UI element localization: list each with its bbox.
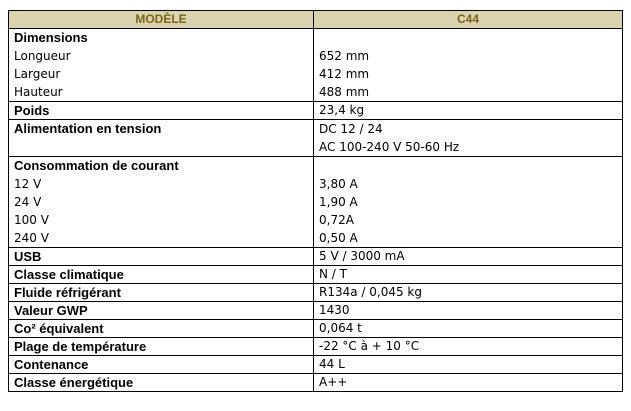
consommation-label: 100 V: [14, 213, 49, 227]
consommation-value: 3,80 A: [319, 177, 358, 191]
consommation-value: 0,50 A: [319, 231, 358, 245]
spec-value: -22 °C à + 10 °C: [314, 338, 623, 356]
poids-row: [9, 102, 623, 120]
consommation-row: [9, 157, 623, 248]
spec-label: Contenance: [9, 356, 314, 374]
dimension-value: 412 mm: [319, 67, 370, 81]
spec-row: [9, 248, 623, 266]
model-value: C44: [314, 11, 623, 29]
spec-label: Valeur GWP: [9, 302, 314, 320]
dimensions-labels: [9, 29, 314, 102]
spec-value: 44 L: [314, 356, 623, 374]
consommation-label: 12 V: [14, 177, 42, 191]
dimensions-spacer: [319, 29, 617, 47]
spec-row: [9, 266, 623, 284]
dimensions-values: [314, 29, 623, 102]
model-label: MODÈLE: [9, 11, 314, 29]
poids-label: Poids: [9, 102, 314, 120]
spec-label: Classe énergétique: [9, 374, 314, 392]
alimentation-value: DC 12 / 24: [319, 122, 383, 136]
spec-row: [9, 320, 623, 338]
consommation-label: 240 V: [14, 231, 49, 245]
dimension-value: 488 mm: [319, 85, 370, 99]
dimension-label: Hauteur: [14, 85, 63, 99]
spec-value: 0,064 t: [314, 320, 623, 338]
alimentation-values: [314, 120, 623, 157]
alimentation-label-cell: [9, 120, 314, 157]
dimensions-row: [9, 29, 623, 102]
alimentation-row: [9, 120, 623, 157]
dimensions-title: Dimensions: [14, 30, 88, 45]
consommation-labels: [9, 157, 314, 248]
dimension-label: Longueur: [14, 49, 71, 63]
spec-value: 5 V / 3000 mA: [314, 248, 623, 266]
consommation-value: 1,90 A: [319, 195, 358, 209]
spec-label: USB: [9, 248, 314, 266]
consommation-title: Consommation de courant: [14, 158, 179, 173]
poids-value: 23,4 kg: [314, 102, 623, 120]
spec-label: Plage de température: [9, 338, 314, 356]
spec-row: [9, 302, 623, 320]
dimension-value: 652 mm: [319, 49, 370, 63]
spec-label: Co² équivalent: [9, 320, 314, 338]
spec-value: R134a / 0,045 kg: [314, 284, 623, 302]
consommation-spacer: [319, 157, 617, 175]
spec-value: N / T: [314, 266, 623, 284]
alimentation-label: Alimentation en tension: [14, 121, 162, 136]
spec-table: [8, 10, 623, 392]
spec-value: 1430: [314, 302, 623, 320]
dimension-label: Largeur: [14, 67, 61, 81]
spec-value: A++: [314, 374, 623, 392]
consommation-values: [314, 157, 623, 248]
spec-row: [9, 356, 623, 374]
spec-row: [9, 284, 623, 302]
spec-label: Fluide réfrigérant: [9, 284, 314, 302]
header-row: [9, 11, 623, 29]
alimentation-value: AC 100-240 V 50-60 Hz: [319, 140, 460, 154]
spec-row: [9, 374, 623, 392]
consommation-value: 0,72A: [319, 213, 354, 227]
spec-row: [9, 338, 623, 356]
spec-label: Classe climatique: [9, 266, 314, 284]
consommation-label: 24 V: [14, 195, 42, 209]
